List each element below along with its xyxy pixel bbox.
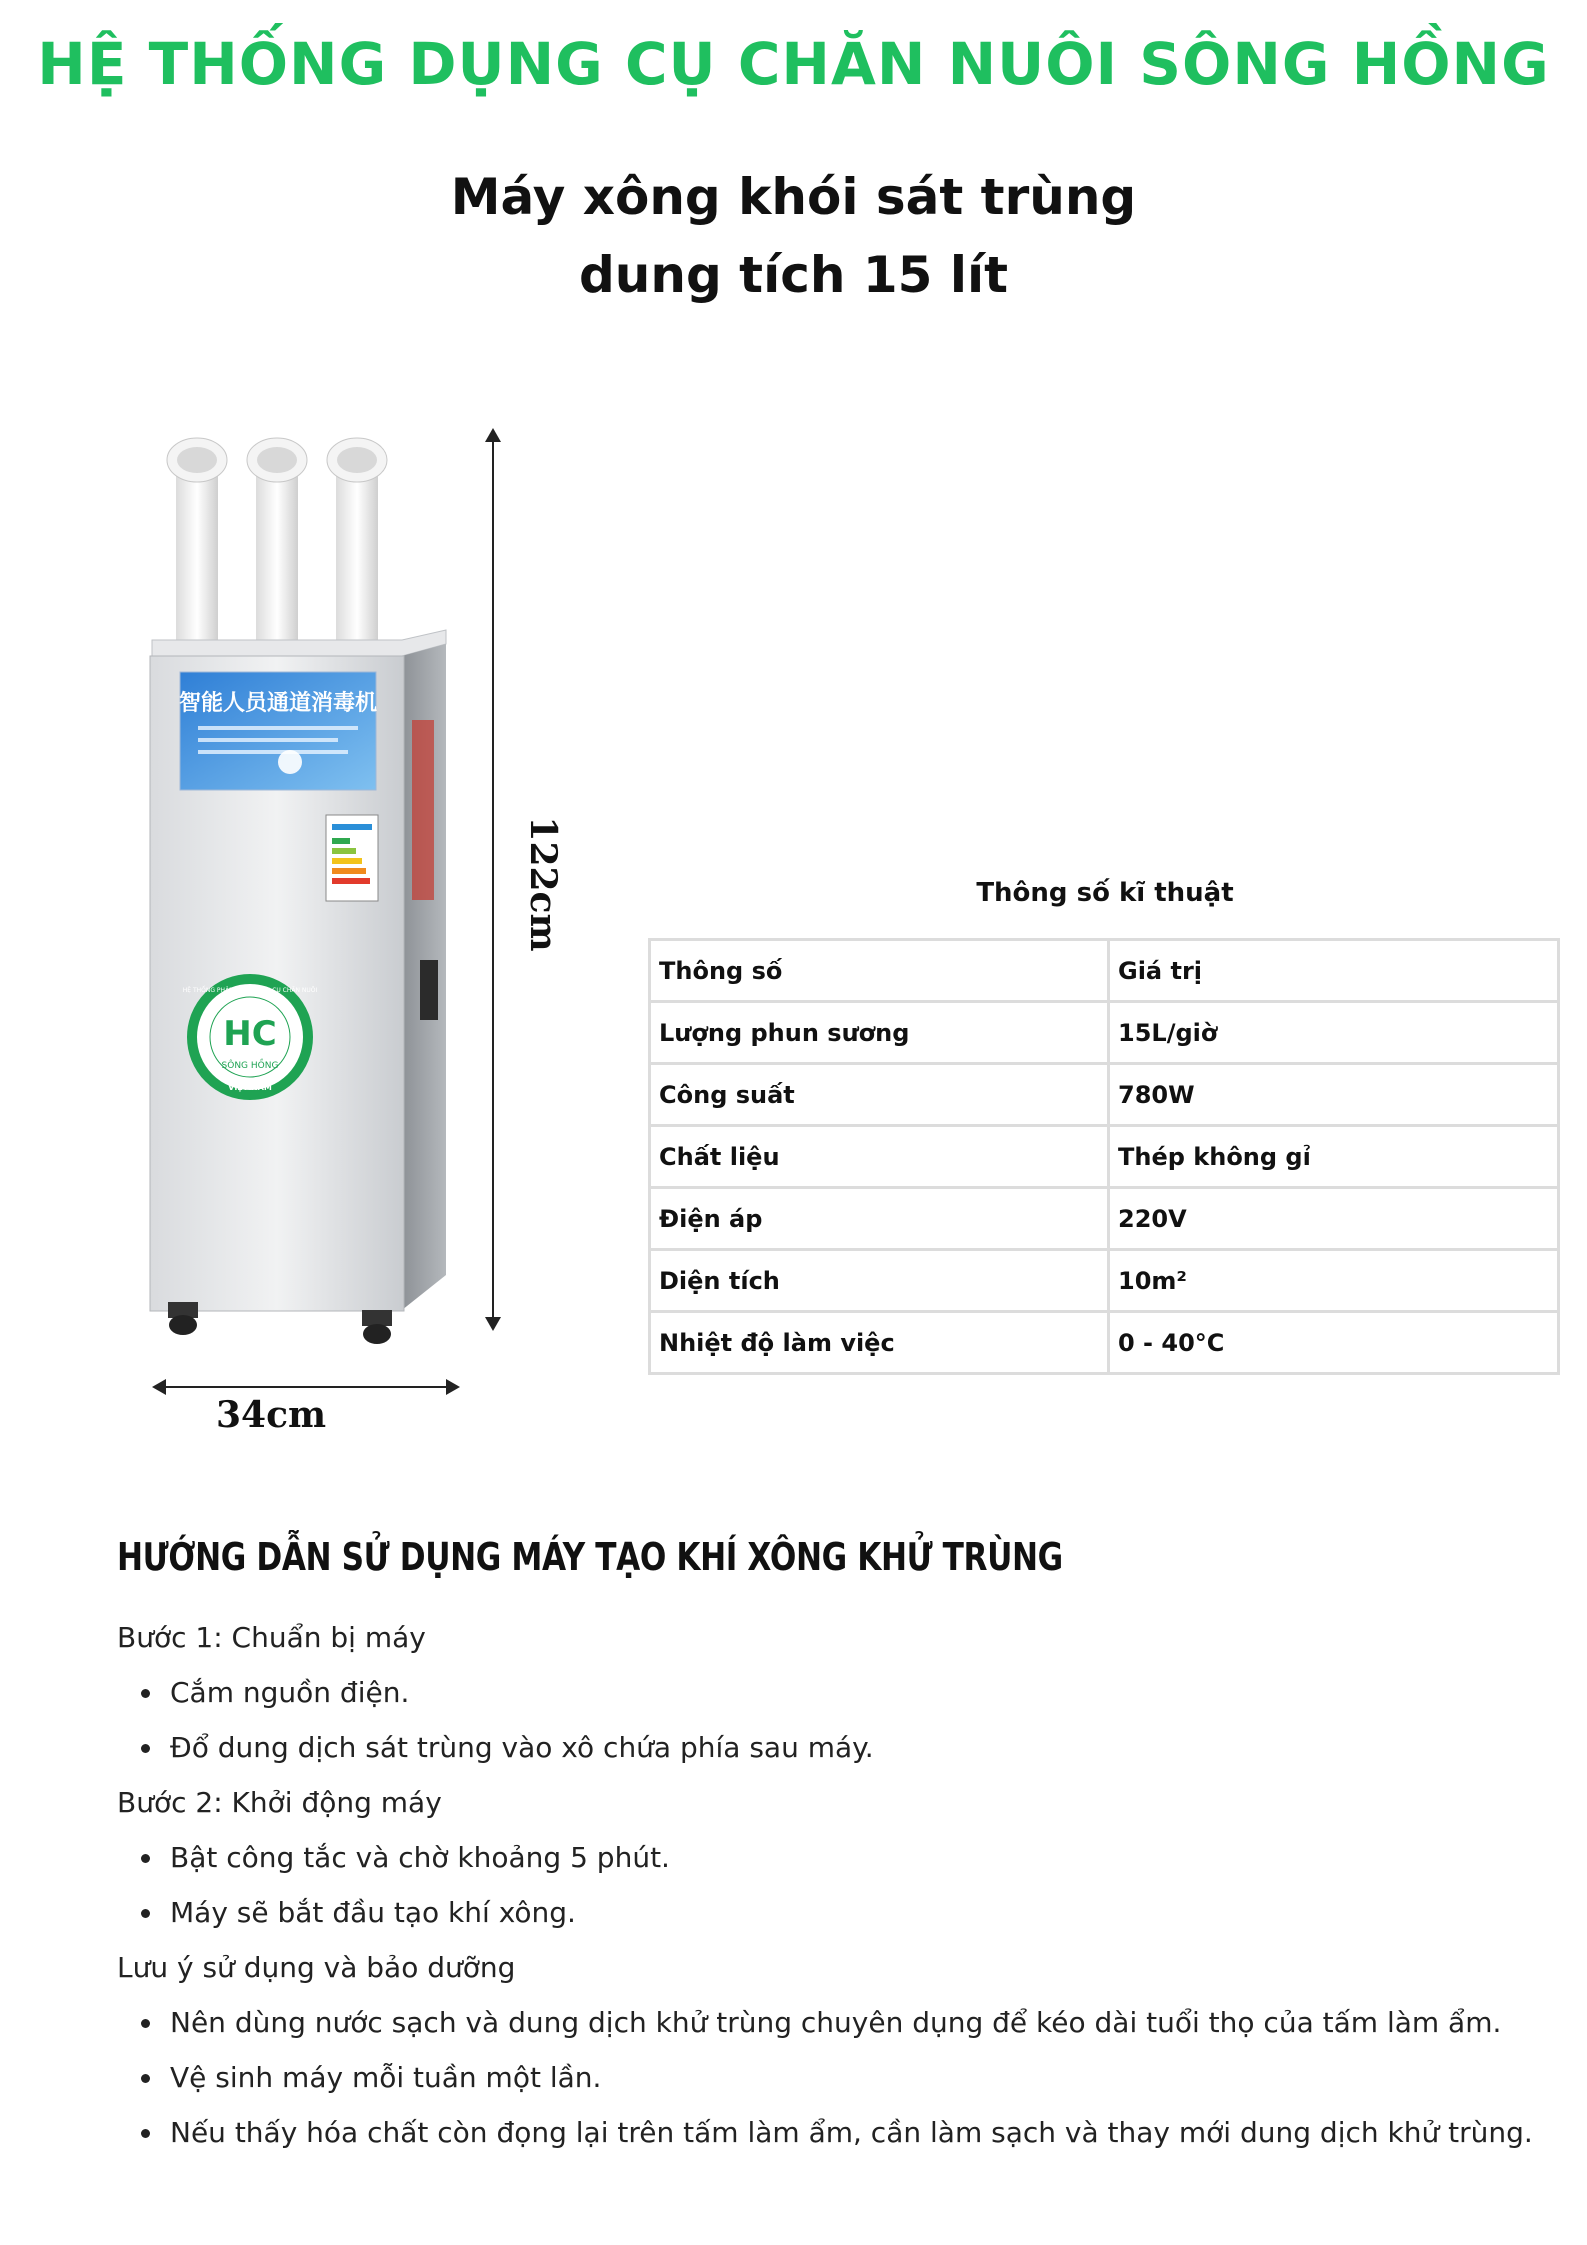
- list-item: Vệ sinh máy mỗi tuần một lần.: [117, 2050, 1557, 2105]
- spec-value: 15L/giờ: [1109, 1002, 1559, 1064]
- spec-value: 0 - 40°C: [1109, 1312, 1559, 1374]
- spec-table-header: [650, 940, 1559, 1002]
- width-dimension-label: 34cm: [216, 1394, 327, 1436]
- step1-title: Bước 1: Chuẩn bị máy: [117, 1621, 426, 1654]
- spec-param: Lượng phun sương: [650, 1002, 1109, 1064]
- spec-row: [650, 1188, 1559, 1250]
- spec-value: Thép không gỉ: [1109, 1126, 1559, 1188]
- brand-title: HỆ THỐNG DỤNG CỤ CHĂN NUÔI SÔNG HỒNG: [37, 30, 1550, 98]
- width-dimension-arrow: [156, 1386, 456, 1388]
- spec-table-caption: Thông số kĩ thuật: [976, 878, 1234, 908]
- list-item: Đổ dung dịch sát trùng vào xô chứa phía sau máy.: [117, 1720, 1557, 1775]
- spec-param: Nhiệt độ làm việc: [650, 1312, 1109, 1374]
- brand-logo: [183, 979, 318, 1095]
- step2-title: Bước 2: Khởi động máy: [117, 1786, 442, 1819]
- spec-param: Diện tích: [650, 1250, 1109, 1312]
- height-dimension-arrow: [492, 432, 494, 1327]
- spec-table: [648, 938, 1560, 1375]
- spec-param: Chất liệu: [650, 1126, 1109, 1188]
- product-title-line2: dung tích 15 lít: [578, 246, 1009, 304]
- spec-header-param: Thông số: [650, 940, 1109, 1002]
- spec-param: Điện áp: [650, 1188, 1109, 1250]
- spec-row: [650, 1002, 1559, 1064]
- height-dimension-label: 122cm: [522, 816, 564, 952]
- spec-row: [650, 1312, 1559, 1374]
- svg-text:HC: HC: [223, 1014, 277, 1054]
- svg-text:VIỆT NAM: VIỆT NAM: [228, 1083, 272, 1092]
- step1-list: [117, 1665, 1557, 1775]
- spec-value: 780W: [1109, 1064, 1559, 1126]
- svg-text:SÔNG HỒNG: SÔNG HỒNG: [221, 1061, 279, 1071]
- list-item: Nên dùng nước sạch và dung dịch khử trùng chuyên dụng để kéo dài tuổi thọ của tấm làm ẩm.: [117, 1995, 1557, 2050]
- list-item: Cắm nguồn điện.: [117, 1665, 1557, 1720]
- list-item: Bật công tắc và chờ khoảng 5 phút.: [117, 1830, 1557, 1885]
- machine-image: [140, 420, 480, 1360]
- spec-row: [650, 1250, 1559, 1312]
- step2-list: [117, 1830, 1557, 1940]
- list-item: Nếu thấy hóa chất còn đọng lại trên tấm làm ẩm, cần làm sạch và thay mới dung dịch khử trùng.: [117, 2105, 1557, 2160]
- spec-header-value: Giá trị: [1109, 940, 1559, 1002]
- spec-value: 220V: [1109, 1188, 1559, 1250]
- product-title: [0, 158, 1587, 314]
- spec-row: [650, 1126, 1559, 1188]
- spec-value: 10m²: [1109, 1250, 1559, 1312]
- machine-panel-text: 智能人员通道消毒机: [178, 691, 378, 716]
- svg-text:HỆ THỐNG PHÂN PHỐI DỤNG CỤ CHĂ: HỆ THỐNG PHÂN PHỐI DỤNG CỤ CHĂN NUÔI: [182, 987, 318, 994]
- list-item: Máy sẽ bắt đầu tạo khí xông.: [117, 1885, 1557, 1940]
- product-title-line1: Máy xông khói sát trùng: [450, 168, 1137, 226]
- guide-title: HƯỚNG DẪN SỬ DỤNG MÁY TẠO KHÍ XÔNG KHỬ TRÙNG: [117, 1535, 1063, 1579]
- spec-param: Công suất: [650, 1064, 1109, 1126]
- notes-title: Lưu ý sử dụng và bảo dưỡng: [117, 1951, 516, 1984]
- notes-list: [117, 1995, 1557, 2160]
- guide-body: [117, 1610, 1557, 2160]
- spec-row: [650, 1064, 1559, 1126]
